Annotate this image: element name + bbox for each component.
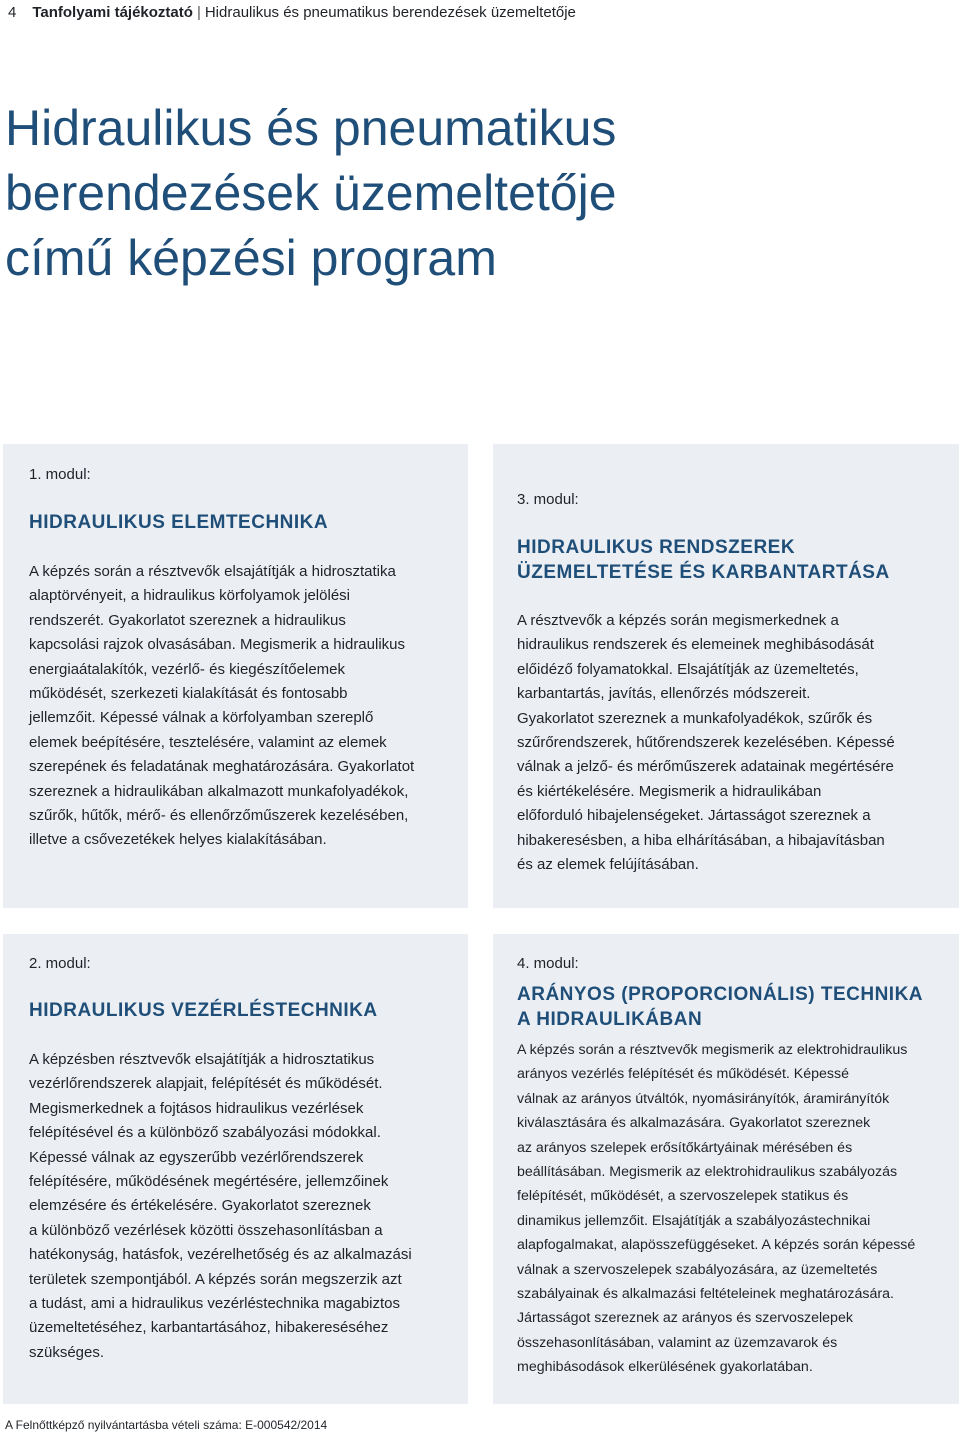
module-4-label: 4. modul: [517,955,579,972]
body-line: kapcsolási rajzok olvasásában. Megismerik a hidraulikus [29,636,406,654]
body-line: felépítését, működését, a szervoszelepek statikus és [517,1188,849,1205]
body-line: Gyakorlatot szereznek a munkafolyadékok, szűrők és [517,709,873,727]
body-line: jellemzőit. Képessé válnak a körfolyamban szereplő [29,709,374,727]
body-line: elemek beépítésére, tesztelésére, valamint az elemek [29,733,387,751]
module-3-label: 3. modul: [517,491,579,508]
body-line: A résztvevők a képzés során megismerkednek a [517,612,839,629]
running-header [8,3,576,27]
module-4-panel [493,934,959,1404]
body-line: és az elemek felújításában. [517,856,699,874]
module-1-body [29,560,414,853]
body-line: vezérlőrendszerek alapjait, felépítését és működését. [29,1075,383,1093]
header-separator: | [196,4,201,21]
body-line: az arányos szelepek erősítőkártyáinak mérésében és [517,1139,853,1156]
body-line: a tudást, ami a hidraulikus vezérléstechnika magabiztos [29,1295,401,1313]
body-line: működését, szerkezeti kialakítását és fontosabb [29,685,348,703]
body-line: szabályainak és alkalmazási feltételeinek meghatározására. [517,1286,894,1303]
body-line: üzemeltetéséhez, karbantartásához, hibakereséséhez [29,1319,389,1337]
body-line: válnak a jelző- és mérőműszerek adatainak megértésére [517,758,894,776]
body-line: meghibásodások elkerülésének gyakorlatában. [517,1359,813,1376]
body-line: Képessé válnak az egyszerűbb vezérlőrendszerek [29,1148,364,1166]
body-line: szerepének és feladatának meghatározására. Gyakorlatot [29,758,415,776]
body-line: energiaátalakítók, vezérlő- és kiegészítőelemek [29,660,345,678]
body-line: kiválasztására és alkalmazására. Gyakorlatot szereznek [517,1115,871,1132]
page-number: 4 [8,4,17,21]
module-4-heading [517,982,923,1032]
module-2-body [29,1048,412,1365]
body-line: hatékonyság, hatásfok, vezérelhetőség és az alkalmazási [29,1246,412,1264]
body-line: rendszerét. Gyakorlatot szereznek a hidraulikus [29,611,346,629]
body-line: beállításában. Megismerik az elektrohidraulikus szabályozás [517,1164,898,1181]
module-1-panel [3,444,468,908]
registration-footer: A Felnőttképző nyilvántartásba vételi száma: E-000542/2014 [5,1418,328,1432]
module-3-body [517,609,895,877]
module-3-panel [493,444,959,908]
body-line: a különböző vezérlések közötti összehasonlításban a [29,1221,383,1239]
body-line: dinamikus jellemzőit. Elsajátítják a szabályozástechnikai [517,1212,871,1229]
module-2-label: 2. modul: [29,955,91,972]
module-1-heading [29,510,328,535]
body-line: válnak az arányos útváltók, nyomásirányítók, áramirányítók [517,1090,890,1107]
header-subtitle: Hidraulikus és pneumatikus berendezések üzemeltetője [204,4,576,21]
body-line: A képzés során a résztvevők elsajátítják a hidrosztatika [29,563,396,580]
body-line: összehasonlításában, valamint az üzemzavarok és [517,1334,838,1351]
body-line: területek szempontjából. A képzés során megszerzik azt [29,1270,402,1288]
module-2-panel [3,934,468,1404]
body-line: felépítésére, működésének megértésére, jellemzőinek [29,1173,389,1191]
body-line: és kiértékelésére. Megismerik a hidraulikában [517,782,822,800]
body-line: felépítésével és a különböző szabályozási módokkal. [29,1124,381,1142]
body-line: előidéző folyamatokkal. Elsajátítják az üzemeltetés, [517,660,859,678]
module-4-body [517,1038,915,1380]
body-line: válnak a szervoszelepek szabályozására, az üzemeltetés [517,1261,878,1278]
title-line: című képzési program [5,230,497,286]
title-line: Hidraulikus és pneumatikus [5,100,617,156]
body-line: hibakeresésben, a hiba elhárításában, a hibajavításban [517,831,885,849]
heading-line: ÜZEMELTETÉSE ÉS KARBANTARTÁSA [517,562,890,583]
body-line: előforduló hibajelenségeket. Jártasságot szereznek a [517,807,871,825]
body-line: arányos vezérlés felépítését és működését. Képessé [517,1066,850,1083]
heading-line: HIDRAULIKUS RENDSZEREK [517,537,796,558]
body-line: A képzésben résztvevők elsajátítják a hidrosztatikus [29,1051,375,1068]
heading-line: HIDRAULIKUS ELEMTECHNIKA [29,512,329,533]
page-title [5,96,745,291]
body-line: illetve a csővezetékek helyes kialakításában. [29,831,327,849]
body-line: szűrők, hűtők, mérő- és ellenőrzőműszerek kezelésében, [29,807,409,825]
body-line: szereznek a hidraulikában alkalmazott munkafolyadékok, [29,782,409,800]
body-line: szűrőrendszerek, hűtőrendszerek kezelésében. Képessé [517,734,895,752]
heading-line: A HIDRAULIKÁBAN [517,1009,703,1030]
body-line: elemzésére és értékelésére. Gyakorlatot szereznek [29,1197,371,1215]
heading-line: HIDRAULIKUS VEZÉRLÉSTECHNIKA [29,1000,378,1021]
body-line: Megismerkednek a fojtásos hidraulikus vezérlések [29,1099,364,1117]
header-brand: Tanfolyami tájékoztató [32,4,193,21]
body-line: alaptörvényeit, a hidraulikus körfolyamok jelölési [29,587,350,605]
module-1-label: 1. modul: [29,466,91,483]
body-line: hidraulikus rendszerek és elemeinek meghibásodását [517,636,874,654]
body-line: szükséges. [29,1343,105,1361]
module-3-heading [517,535,890,585]
heading-line: ARÁNYOS (PROPORCIONÁLIS) TECHNIKA [517,984,924,1005]
body-line: A képzés során a résztvevők megismerik az elektrohidraulikus [517,1042,908,1058]
body-line: Jártasságot szereznek az arányos és szervoszelepek [517,1310,853,1327]
module-2-heading [29,998,378,1023]
body-line: karbantartás, javítás, ellenőrzés módszereit. [517,685,811,703]
body-line: alapfogalmakat, alapösszefüggéseket. A képzés során képessé [517,1237,916,1254]
title-line: berendezések üzemeltetője [5,165,617,221]
